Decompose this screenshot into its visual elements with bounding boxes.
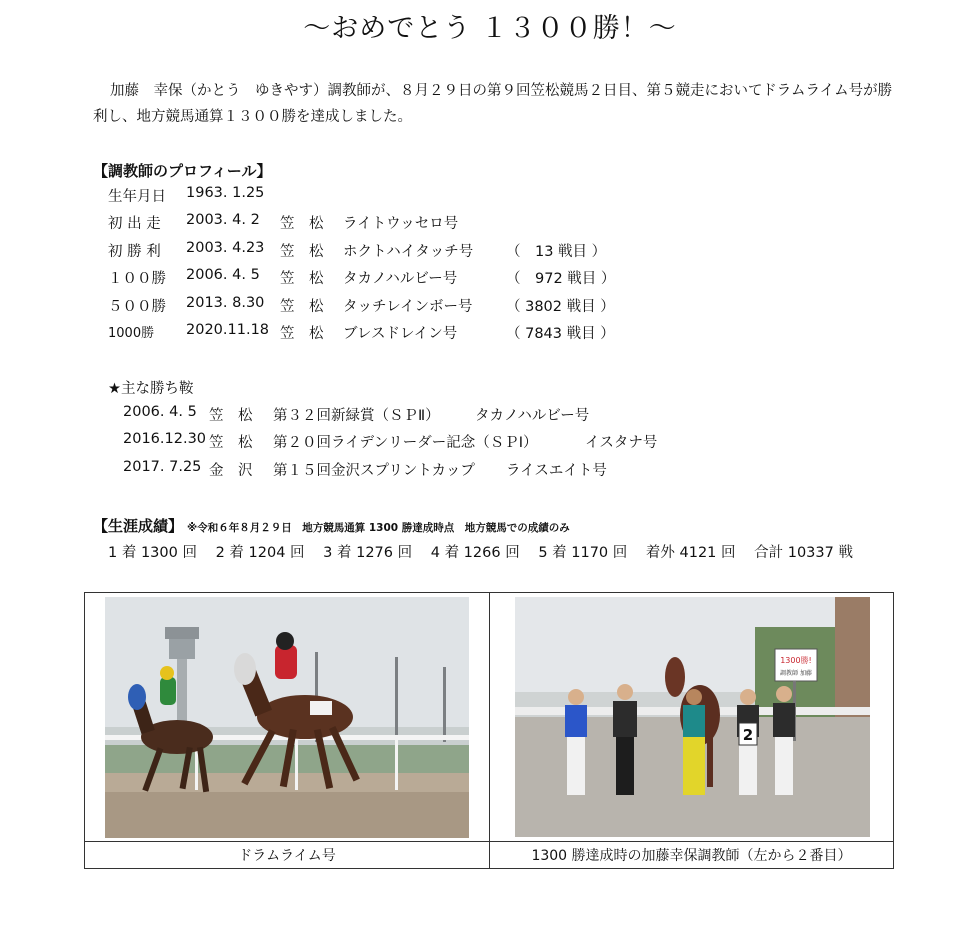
profile-date: 2013. 8.30 bbox=[186, 294, 265, 311]
profile-date: 2020.11.18 bbox=[186, 321, 270, 338]
photo-table bbox=[84, 592, 894, 869]
win-date: 2016.12.30 bbox=[123, 431, 207, 448]
profile-label: 初 勝 利 bbox=[108, 243, 161, 260]
win-track: 笠 松 bbox=[209, 408, 253, 424]
sign-sub-text: 調教師 加藤 bbox=[780, 670, 812, 677]
profile-horse: ホクトハイタッチ号 bbox=[343, 243, 474, 260]
profile-horse: タッチレインボー号 bbox=[343, 298, 473, 315]
left-photo-caption: ドラムライム号 bbox=[238, 848, 336, 864]
profile-track: 笠 松 bbox=[280, 325, 324, 342]
career-stat-2nd: 2 着 1204 回 bbox=[215, 545, 305, 561]
table-row-divider bbox=[85, 841, 893, 842]
win-race: 第２０回ライデンリーダー記念（ＳＰⅠ） bbox=[273, 435, 538, 452]
career-stat-5th: 5 着 1170 回 bbox=[538, 545, 628, 561]
win-horse: ライスエイト号 bbox=[506, 462, 607, 479]
career-heading-text: 【生涯成績】 bbox=[93, 517, 184, 535]
profile-races: （ 3802 戦目 ） bbox=[506, 298, 615, 315]
career-note: ※令和６年８月２９日 地方競馬通算 1300 勝達成時点 地方競馬での成績のみ bbox=[187, 522, 570, 534]
sign-text: 1300勝! bbox=[780, 656, 812, 665]
profile-track: 笠 松 bbox=[280, 298, 324, 315]
major-wins-heading: ★主な勝ち鞍 bbox=[108, 381, 194, 397]
right-photo-caption: 1300 勝達成時の加藤幸保調教師（左から２番目） bbox=[531, 848, 852, 864]
win-date: 2017. 7.25 bbox=[123, 458, 202, 475]
win-horse: タカノハルビー号 bbox=[475, 408, 590, 424]
profile-horse: タカノハルビー号 bbox=[343, 271, 458, 288]
career-stat-3rd: 3 着 1276 回 bbox=[323, 545, 413, 561]
win-date: 2006. 4. 5 bbox=[123, 404, 197, 420]
profile-date: 2003. 4. 2 bbox=[186, 212, 260, 229]
career-stats bbox=[108, 541, 867, 562]
profile-track: 笠 松 bbox=[280, 271, 324, 288]
table-column-divider bbox=[489, 593, 490, 868]
profile-label: ５００勝 bbox=[108, 298, 166, 315]
career-stat-4th: 4 着 1266 回 bbox=[430, 545, 520, 561]
bib-number: 2 bbox=[742, 726, 754, 744]
career-heading bbox=[93, 515, 570, 536]
win-track: 笠 松 bbox=[209, 435, 253, 452]
profile-date: 2006. 4. 5 bbox=[186, 267, 260, 284]
profile-label: 1000勝 bbox=[108, 325, 155, 341]
career-stat-1st: 1 着 1300 回 bbox=[108, 545, 197, 561]
profile-label: １００勝 bbox=[108, 271, 166, 288]
profile-track: 笠 松 bbox=[280, 243, 324, 260]
profile-heading: 【調教師のプロフィール】 bbox=[93, 162, 272, 180]
ceremony-photo bbox=[515, 597, 870, 837]
win-track: 金 沢 bbox=[209, 462, 253, 479]
win-race: 第１５回金沢スプリントカップ bbox=[273, 462, 475, 479]
profile-track: 笠 松 bbox=[280, 216, 324, 233]
profile-races: （ 7843 戦目 ） bbox=[506, 325, 615, 342]
career-stat-other: 着外 4121 回 bbox=[645, 545, 736, 561]
profile-races: （ 13 戦目 ） bbox=[506, 243, 607, 260]
profile-date: 2003. 4.23 bbox=[186, 239, 265, 256]
win-race: 第３２回新緑賞（ＳＰⅡ） bbox=[273, 408, 440, 424]
profile-label: 生年月日 bbox=[108, 189, 166, 205]
profile-horse: ライトウッセロ号 bbox=[343, 216, 459, 233]
page-title: ～おめでとう １３００勝！～ bbox=[303, 13, 677, 44]
race-photo bbox=[105, 597, 469, 838]
win-horse: イスタナ号 bbox=[585, 435, 658, 452]
profile-date: 1963. 1.25 bbox=[186, 185, 265, 201]
career-stat-total: 合計 10337 戦 bbox=[754, 545, 853, 561]
profile-horse: ブレスドレイン号 bbox=[343, 325, 458, 342]
intro-paragraph: 加藤 幸保（かとう ゆきやす）調教師が、８月２９日の第９回笠松競馬２日目、第５競走においてドラムライム号が勝利し、地方競馬通算１３００勝を達成しました。 bbox=[93, 83, 893, 125]
profile-label: 初 出 走 bbox=[108, 216, 161, 233]
profile-races: （ 972 戦目 ） bbox=[506, 271, 616, 288]
